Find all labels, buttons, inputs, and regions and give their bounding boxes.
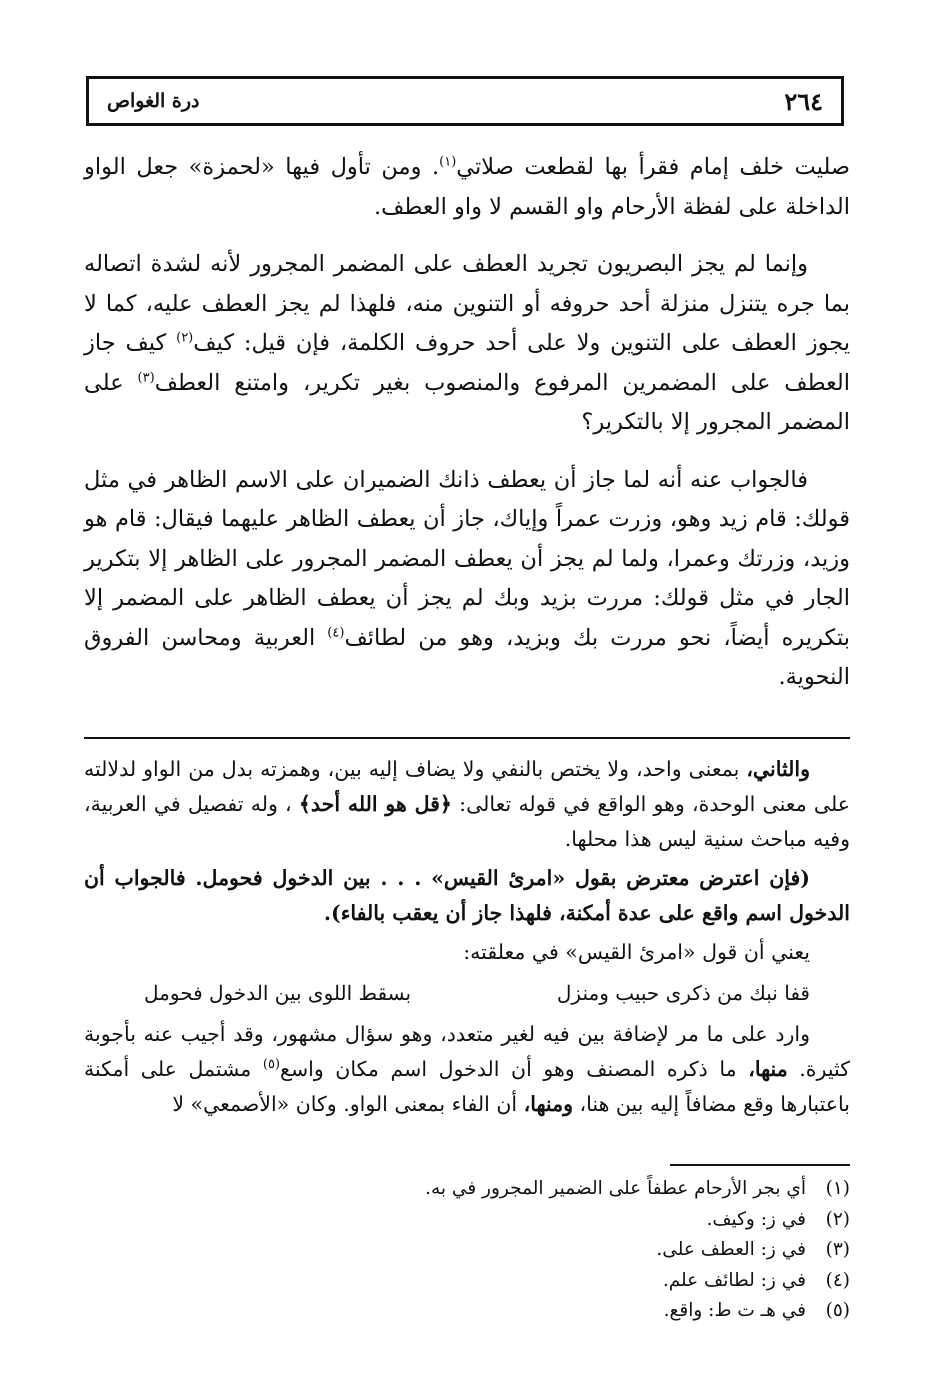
footnote-number: (٢) [825,1208,850,1230]
footnote-text: في ز: العطف على. [656,1239,806,1260]
commentary-separator [84,737,850,739]
text-segment: بمعنى واحد، ولا يختص بالنفي ولا يضاف إليه بين، وهمزته بدل من الواو لدلالته على معنى الوحدة، وهو الواقع في قوله تعالى: [84,757,850,816]
footnote-ref: (٤) [327,625,345,640]
main-paragraph-1 [84,148,850,227]
footnote-number: (٥) [825,1300,850,1321]
text-segment: أن الفاء بمعنى الواو. وكان «الأصمعي» لا [172,1092,524,1116]
footnote-number: (١) [825,1178,850,1199]
bold-term: منها، [748,1057,788,1081]
footnote-text: في ز: لطائف علم. [662,1269,806,1291]
commentary-quoted-matn: (فإن اعترض معترض بقول «امرئ القيس» . . . بين الدخول فحومل. فالجواب أن الدخول اسم واقع على عدة أمكنة، فلهذا جاز أن يعقب بالفاء). [84,866,850,925]
footnote-number: (٤) [825,1269,850,1291]
text-segment: مشتمل على أمكنة باعتبارها وقع مضافاً إليه بين هنا، [84,1057,850,1116]
commentary-paragraph-4 [84,1017,850,1122]
footnote-separator [670,1164,850,1166]
footnote-text: في هـ ت ط: واقع. [663,1300,806,1321]
commentary-paragraph-3: يعني أن قول «امرئ القيس» في معلقته: [463,940,810,964]
commentary-paragraph-1 [84,752,850,857]
footnote-ref: (٣) [137,370,155,385]
text-segment: فالجواب عنه أنه لما جاز أن يعطف ذانك الضميران على الاسم الظاهر في مثل قولك: قام زيد وهو، وزرت عمراً وإياك، جاز أن يعطف الظاهر عليهما فيقال: قام هو وزيد، وزرتك وعمرا، ولما لم يجز أن يعطف المضمر المجرور على الظاهر إلا بتكرير الجار في مثل قولك: مررت بزيد وبك لم يجز أن يعطف الظاهر على المضمر إلا بتكريره أيضاً، نحو مررت بك وبزيد، وهو من لطائف [84,466,851,651]
text-segment: على المضمر المجرور إلا بالتكرير؟ [84,369,850,435]
text-segment: وإنما لم يجز البصريون تجريد العطف على المضمر المجرور لأنه لشدة اتصاله بما جره يتنزل منزلة أحد حروفه أو التنوين منه، فلهذا لم يجز العطف عليه، كما لا يجوز العطف على التنوين ولا على أحد حروف الكلمة، فإن قيل: كيف [84,251,850,356]
book-title: درة الغواص [107,90,200,112]
footnote-item [84,1296,850,1327]
footnote-text: في ز: وكيف. [706,1208,806,1230]
text-segment: وارد على ما مر لإضافة بين فيه لغير متعدد، وهو سؤال مشهور، وقد أجيب عنه بأجوبة كثيرة. [84,1022,850,1081]
text-segment: العربية ومحاسن الفروق النحوية. [84,624,850,690]
text-segment: كيف جاز العطف على المضمرين المرفوع والمنصوب بغير تكرير، وامتنع العطف [84,330,850,396]
footnote-number: (٣) [825,1239,850,1260]
bold-term: والثاني، [746,757,810,781]
poem-verse [84,974,850,1017]
footnote-ref: (١) [439,154,457,170]
text-segment: صليت خلف إمام فقرأ بها لقطعت صلاتي [456,154,850,180]
footnote-ref: (٥) [262,1057,281,1073]
footnote-item [84,1205,850,1236]
text-segment: ، وله تفصيل في العربية، وفيه مباحث سنية ليس هذا محلها. [84,792,850,851]
footnote-item [84,1266,850,1297]
text-segment: ما ذكره المصنف وهو أن الدخول اسم مكان واسع [280,1057,749,1081]
poem-hemistich-1: قفا نبك من ذكرى حبيب ومنزل [556,981,810,1005]
text-segment: . ومن تأول فيها «لحمزة» جعل الواو الداخلة على لفظة الأرحام واو القسم لا واو العطف. [84,154,850,220]
footnote-ref: (٢) [176,330,194,346]
footnote-item [84,1235,850,1266]
poem-hemistich-2: بسقط اللوى بين الدخول فحومل [144,981,412,1005]
main-text [84,148,850,716]
footnote-item [84,1174,850,1205]
commentary-text [84,752,850,1126]
main-paragraph-2 [84,245,850,443]
quran-verse: ﴿قل هو الله أحد﴾ [298,792,452,816]
footnotes [84,1174,850,1327]
page-number: ٢٦٤ [784,86,823,116]
footnote-text: أي بجر الأرحام عطفاً على الضمير المجرور في به. [425,1178,806,1199]
bold-term: ومنها، [523,1092,573,1116]
page-header [86,76,844,126]
main-paragraph-3 [84,461,850,698]
